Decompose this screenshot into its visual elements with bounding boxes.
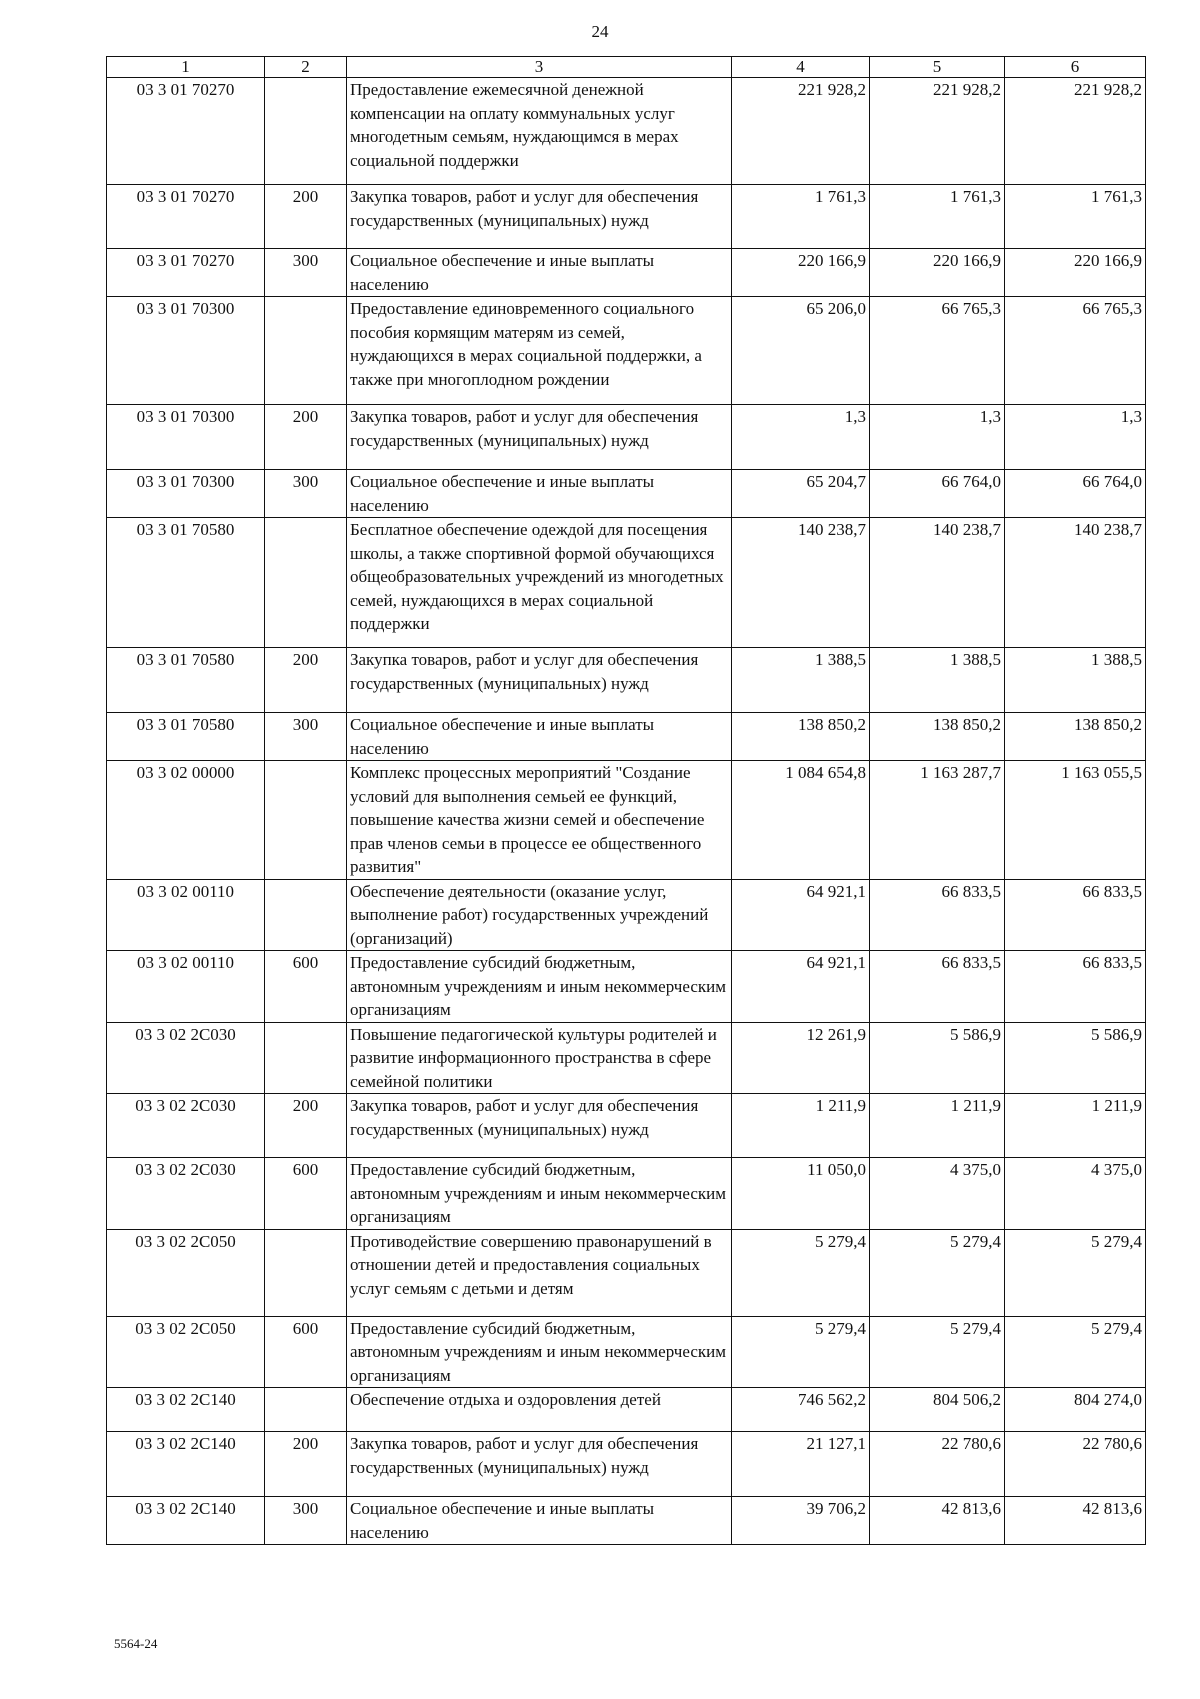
table-row xyxy=(107,1229,1146,1316)
row-value-col4-cell: 39 706,2 xyxy=(732,1497,870,1545)
row-name-cell: Обеспечение отдыха и оздоровления детей xyxy=(347,1388,732,1432)
table-row xyxy=(107,1094,1146,1158)
header-col-1: 1 xyxy=(107,57,265,78)
page-number: 24 xyxy=(591,22,609,41)
row-value-col5-cell: 1 211,9 xyxy=(870,1094,1005,1158)
row-code-cell: 03 3 02 2С050 xyxy=(107,1229,265,1316)
row-name-cell: Закупка товаров, работ и услуг для обеспечения государственных (муниципальных) нужд xyxy=(347,1432,732,1497)
row-value-col6-cell: 221 928,2 xyxy=(1005,78,1146,185)
row-name-cell: Повышение педагогической культуры родителей и развитие информационного пространства в сфере семейной политики xyxy=(347,1022,732,1094)
row-code-cell: 03 3 02 00110 xyxy=(107,951,265,1023)
row-value-col5-cell: 220 166,9 xyxy=(870,249,1005,297)
row-value-col5-cell: 1 388,5 xyxy=(870,648,1005,713)
header-col-6: 6 xyxy=(1005,57,1146,78)
row-value-col5-cell: 1,3 xyxy=(870,405,1005,470)
row-name-cell: Противодействие совершению правонарушений в отношении детей и предоставления социальных услуг семьям с детьми и детям xyxy=(347,1229,732,1316)
row-value-col5-cell: 1 163 287,7 xyxy=(870,761,1005,880)
table-row xyxy=(107,879,1146,951)
row-kind-cell: 600 xyxy=(265,1316,347,1388)
table-row xyxy=(107,185,1146,249)
row-code-cell: 03 3 01 70270 xyxy=(107,249,265,297)
row-kind-cell: 300 xyxy=(265,713,347,761)
row-kind-cell xyxy=(265,1388,347,1432)
row-value-col4-cell: 1,3 xyxy=(732,405,870,470)
row-code-cell: 03 3 01 70300 xyxy=(107,470,265,518)
row-code-cell: 03 3 02 00000 xyxy=(107,761,265,880)
row-kind-cell xyxy=(265,78,347,185)
row-value-col6-cell: 22 780,6 xyxy=(1005,1432,1146,1497)
row-code-cell: 03 3 02 2С050 xyxy=(107,1316,265,1388)
row-value-col4-cell: 220 166,9 xyxy=(732,249,870,297)
row-value-col4-cell: 1 211,9 xyxy=(732,1094,870,1158)
row-value-col5-cell: 1 761,3 xyxy=(870,185,1005,249)
row-kind-cell: 300 xyxy=(265,1497,347,1545)
row-code-cell: 03 3 01 70300 xyxy=(107,405,265,470)
table-row xyxy=(107,518,1146,648)
table-row xyxy=(107,470,1146,518)
row-code-cell: 03 3 02 2С030 xyxy=(107,1022,265,1094)
row-value-col5-cell: 5 279,4 xyxy=(870,1229,1005,1316)
row-kind-cell: 200 xyxy=(265,1094,347,1158)
row-code-cell: 03 3 01 70270 xyxy=(107,185,265,249)
row-kind-cell: 200 xyxy=(265,185,347,249)
row-code-cell: 03 3 02 2С140 xyxy=(107,1432,265,1497)
row-name-cell: Закупка товаров, работ и услуг для обеспечения государственных (муниципальных) нужд xyxy=(347,185,732,249)
row-value-col6-cell: 1 211,9 xyxy=(1005,1094,1146,1158)
row-kind-cell: 300 xyxy=(265,249,347,297)
row-value-col6-cell: 1 761,3 xyxy=(1005,185,1146,249)
row-value-col6-cell: 1,3 xyxy=(1005,405,1146,470)
row-name-cell: Предоставление субсидий бюджетным, автономным учреждениям и иным некоммерческим организациям xyxy=(347,1158,732,1230)
table-row xyxy=(107,78,1146,185)
table-row xyxy=(107,249,1146,297)
row-code-cell: 03 3 01 70300 xyxy=(107,297,265,405)
row-value-col4-cell: 1 761,3 xyxy=(732,185,870,249)
row-code-cell: 03 3 01 70580 xyxy=(107,518,265,648)
row-value-col6-cell: 220 166,9 xyxy=(1005,249,1146,297)
row-value-col4-cell: 5 279,4 xyxy=(732,1316,870,1388)
row-name-cell: Социальное обеспечение и иные выплаты населению xyxy=(347,1497,732,1545)
row-kind-cell: 300 xyxy=(265,470,347,518)
row-value-col6-cell: 5 279,4 xyxy=(1005,1316,1146,1388)
row-kind-cell xyxy=(265,1229,347,1316)
row-value-col5-cell: 4 375,0 xyxy=(870,1158,1005,1230)
row-value-col4-cell: 1 388,5 xyxy=(732,648,870,713)
row-kind-cell xyxy=(265,879,347,951)
row-code-cell: 03 3 01 70270 xyxy=(107,78,265,185)
row-value-col4-cell: 65 206,0 xyxy=(732,297,870,405)
row-value-col5-cell: 5 586,9 xyxy=(870,1022,1005,1094)
row-name-cell: Предоставление ежемесячной денежной компенсации на оплату коммунальных услуг многодетным семьям, нуждающимся в мерах социальной поддержки xyxy=(347,78,732,185)
table-row xyxy=(107,713,1146,761)
table-header-row xyxy=(107,57,1146,78)
row-name-cell: Предоставление субсидий бюджетным, автономным учреждениям и иным некоммерческим организациям xyxy=(347,951,732,1023)
row-name-cell: Комплекс процессных мероприятий "Создание условий для выполнения семьей ее функций, повышение качества жизни семей и обеспечение прав членов семьи в процессе ее общественного развития" xyxy=(347,761,732,880)
row-kind-cell xyxy=(265,761,347,880)
row-value-col6-cell: 5 279,4 xyxy=(1005,1229,1146,1316)
table-row xyxy=(107,1158,1146,1230)
row-value-col5-cell: 138 850,2 xyxy=(870,713,1005,761)
row-name-cell: Предоставление субсидий бюджетным, автономным учреждениям и иным некоммерческим организациям xyxy=(347,1316,732,1388)
row-value-col5-cell: 66 765,3 xyxy=(870,297,1005,405)
header-col-3: 3 xyxy=(347,57,732,78)
row-value-col6-cell: 66 833,5 xyxy=(1005,879,1146,951)
row-value-col4-cell: 1 084 654,8 xyxy=(732,761,870,880)
row-value-col4-cell: 64 921,1 xyxy=(732,879,870,951)
row-value-col6-cell: 66 833,5 xyxy=(1005,951,1146,1023)
row-value-col6-cell: 804 274,0 xyxy=(1005,1388,1146,1432)
row-value-col5-cell: 140 238,7 xyxy=(870,518,1005,648)
row-code-cell: 03 3 02 2С140 xyxy=(107,1497,265,1545)
row-kind-cell: 600 xyxy=(265,1158,347,1230)
table-row xyxy=(107,761,1146,880)
table-body xyxy=(107,78,1146,1545)
table-row xyxy=(107,1316,1146,1388)
row-kind-cell: 200 xyxy=(265,1432,347,1497)
row-name-cell: Социальное обеспечение и иные выплаты населению xyxy=(347,249,732,297)
row-name-cell: Закупка товаров, работ и услуг для обеспечения государственных (муниципальных) нужд xyxy=(347,1094,732,1158)
row-kind-cell xyxy=(265,518,347,648)
row-kind-cell xyxy=(265,297,347,405)
row-value-col5-cell: 5 279,4 xyxy=(870,1316,1005,1388)
row-value-col5-cell: 66 833,5 xyxy=(870,879,1005,951)
row-name-cell: Закупка товаров, работ и услуг для обеспечения государственных (муниципальных) нужд xyxy=(347,405,732,470)
row-code-cell: 03 3 01 70580 xyxy=(107,713,265,761)
row-code-cell: 03 3 02 2С140 xyxy=(107,1388,265,1432)
row-value-col6-cell: 66 764,0 xyxy=(1005,470,1146,518)
row-code-cell: 03 3 02 2С030 xyxy=(107,1158,265,1230)
row-kind-cell: 200 xyxy=(265,405,347,470)
budget-table xyxy=(106,56,1146,1545)
table-row xyxy=(107,297,1146,405)
row-value-col4-cell: 746 562,2 xyxy=(732,1388,870,1432)
row-code-cell: 03 3 02 00110 xyxy=(107,879,265,951)
table-row xyxy=(107,1432,1146,1497)
table-row xyxy=(107,951,1146,1023)
row-value-col4-cell: 5 279,4 xyxy=(732,1229,870,1316)
row-value-col4-cell: 11 050,0 xyxy=(732,1158,870,1230)
row-value-col4-cell: 64 921,1 xyxy=(732,951,870,1023)
row-value-col6-cell: 66 765,3 xyxy=(1005,297,1146,405)
header-col-4: 4 xyxy=(732,57,870,78)
row-name-cell: Предоставление единовременного социального пособия кормящим матерям из семей, нуждающихся в мерах социальной поддержки, а также при многоплодном рождении xyxy=(347,297,732,405)
row-value-col5-cell: 221 928,2 xyxy=(870,78,1005,185)
row-value-col6-cell: 4 375,0 xyxy=(1005,1158,1146,1230)
row-value-col4-cell: 138 850,2 xyxy=(732,713,870,761)
row-value-col6-cell: 1 163 055,5 xyxy=(1005,761,1146,880)
row-value-col4-cell: 21 127,1 xyxy=(732,1432,870,1497)
row-name-cell: Бесплатное обеспечение одеждой для посещения школы, а также спортивной формой обучающихся общеобразовательных учреждений из многодетных семей, нуждающихся в мерах социальной поддержки xyxy=(347,518,732,648)
row-code-cell: 03 3 01 70580 xyxy=(107,648,265,713)
row-value-col5-cell: 66 764,0 xyxy=(870,470,1005,518)
row-value-col4-cell: 140 238,7 xyxy=(732,518,870,648)
row-value-col4-cell: 65 204,7 xyxy=(732,470,870,518)
row-value-col5-cell: 804 506,2 xyxy=(870,1388,1005,1432)
header-col-2: 2 xyxy=(265,57,347,78)
table-row xyxy=(107,1022,1146,1094)
row-value-col6-cell: 42 813,6 xyxy=(1005,1497,1146,1545)
table-row xyxy=(107,1388,1146,1432)
row-code-cell: 03 3 02 2С030 xyxy=(107,1094,265,1158)
table-row xyxy=(107,1497,1146,1545)
row-value-col5-cell: 22 780,6 xyxy=(870,1432,1005,1497)
row-value-col4-cell: 221 928,2 xyxy=(732,78,870,185)
table-row xyxy=(107,648,1146,713)
row-value-col5-cell: 66 833,5 xyxy=(870,951,1005,1023)
row-kind-cell xyxy=(265,1022,347,1094)
row-value-col6-cell: 140 238,7 xyxy=(1005,518,1146,648)
row-value-col6-cell: 1 388,5 xyxy=(1005,648,1146,713)
header-col-5: 5 xyxy=(870,57,1005,78)
row-name-cell: Социальное обеспечение и иные выплаты населению xyxy=(347,713,732,761)
row-value-col6-cell: 5 586,9 xyxy=(1005,1022,1146,1094)
row-name-cell: Обеспечение деятельности (оказание услуг, выполнение работ) государственных учреждений (организаций) xyxy=(347,879,732,951)
row-value-col4-cell: 12 261,9 xyxy=(732,1022,870,1094)
row-value-col6-cell: 138 850,2 xyxy=(1005,713,1146,761)
row-value-col5-cell: 42 813,6 xyxy=(870,1497,1005,1545)
document-footer-code: 5564-24 xyxy=(114,1636,158,1651)
row-name-cell: Социальное обеспечение и иные выплаты населению xyxy=(347,470,732,518)
table-row xyxy=(107,405,1146,470)
row-kind-cell: 600 xyxy=(265,951,347,1023)
row-kind-cell: 200 xyxy=(265,648,347,713)
row-name-cell: Закупка товаров, работ и услуг для обеспечения государственных (муниципальных) нужд xyxy=(347,648,732,713)
